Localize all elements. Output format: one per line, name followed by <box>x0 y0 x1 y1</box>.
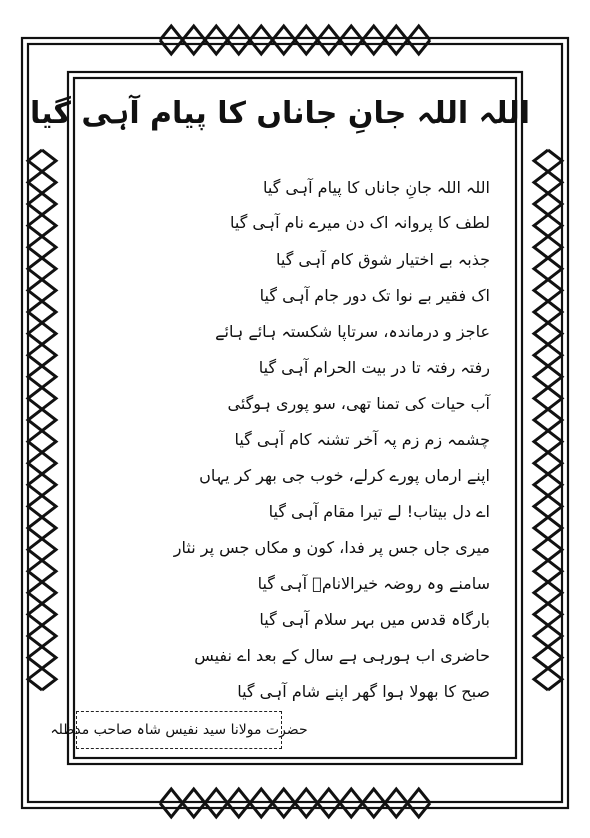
knot-strand <box>28 150 42 690</box>
verse-line: آب حیات کی تمنا تھی، سو پوری ہوگئی <box>227 394 490 413</box>
verse-line: اپنے ارماں پورے کرلے، خوب جی بھر کر یہاں <box>199 466 490 485</box>
verse-line: اے دل بیتاب! لے تیرا مقام آہی گیا <box>268 502 490 521</box>
verse-line: چشمہ زم زم پہ آخر تشنہ کام آہی گیا <box>234 430 490 449</box>
verse-line: سامنے وہ روضہ خیرالانامؐ آہی گیا <box>257 574 490 593</box>
verse-line: میری جاں جس پر فدا، کون و مکاں جس پر نثار <box>173 538 490 557</box>
knot-band-top <box>160 26 430 54</box>
knot-band-right <box>534 150 562 690</box>
verse-line: بارگاہ قدس میں بہر سلام آہی گیا <box>259 610 490 629</box>
verse-line: اللہ اللہ جانِ جاناں کا پیام آہی گیا <box>263 178 490 197</box>
knot-strand <box>42 150 56 690</box>
knot-strand <box>534 150 548 690</box>
attribution-box <box>50 711 308 749</box>
knot-strand <box>160 803 430 817</box>
attribution-text: حضرت مولانا سید نفیس شاہ صاحب مدظلہ <box>50 722 308 738</box>
knot-strand <box>548 150 562 690</box>
verse-line: لطف کا پروانہ اک دن میرے نام آہی گیا <box>230 213 490 232</box>
verse-line: صبح کا بھولا ہوا گھر اپنے شام آہی گیا <box>237 682 490 701</box>
verse-line: رفتہ رفتہ تا در بیت الحرام آہی گیا <box>258 358 490 377</box>
verse-line: حاضری اب ہورہی ہے سال کے بعد اے نفیس <box>194 646 490 665</box>
verse-line: جذبہ بے اختیار شوق کام آہی گیا <box>275 250 490 269</box>
knot-band-left <box>28 150 56 690</box>
verse-line: اک فقیر بے نوا تک دور جام آہی گیا <box>259 286 490 305</box>
verse-line: عاجز و درماندہ، سرتاپا شکستہ ہائے ہائے <box>215 322 490 341</box>
poem-title: اللہ اللہ جانِ جاناں کا پیام آہی گیا <box>29 96 530 131</box>
knot-strand <box>160 40 430 54</box>
